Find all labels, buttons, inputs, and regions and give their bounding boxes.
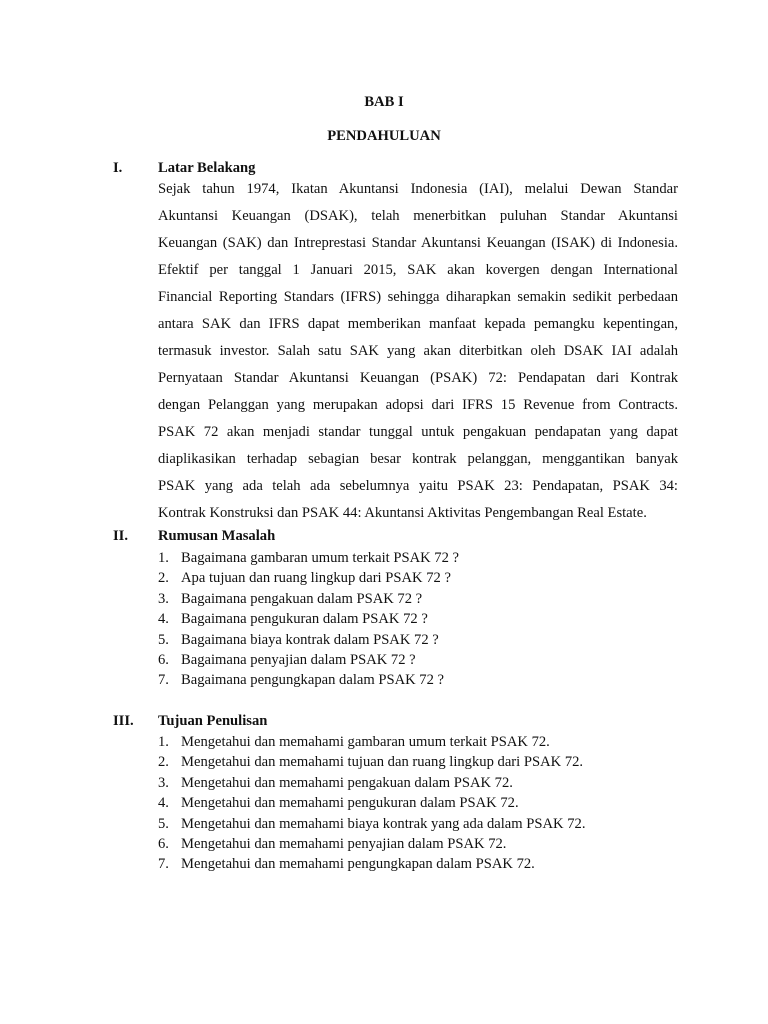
list-number: 4.: [158, 795, 169, 812]
list-item: [158, 834, 585, 854]
list-number: 6.: [158, 651, 169, 668]
list-item: [158, 609, 459, 629]
paragraph-line: Akuntansi Keuangan (DSAK), telah menerbitkan puluhan Standar Akuntansi: [158, 208, 678, 224]
list-number: 3.: [158, 590, 169, 607]
list-item: [158, 752, 585, 772]
chapter-title: PENDAHULUAN: [327, 128, 441, 144]
list-number: 1.: [158, 550, 169, 566]
paragraph-line: Kontrak Konstruksi dan PSAK 44: Akuntansi Aktivitas Pengembangan Real Estate.: [158, 505, 647, 521]
paragraph-line: diaplikasikan terhadap sebagian besar kontrak pelanggan, menggantikan banyak: [158, 451, 678, 467]
list-text: Bagaimana pengungkapan dalam PSAK 72 ?: [181, 672, 445, 689]
list-number: 5.: [158, 631, 169, 648]
list-number: 2.: [158, 570, 169, 587]
list-text: Mengetahui dan memahami pengakuan dalam PSAK 72.: [181, 774, 513, 791]
section-1-heading: Latar Belakang: [158, 160, 256, 176]
objective-list: [158, 732, 585, 875]
list-item: [158, 630, 459, 650]
list-number: 4.: [158, 611, 169, 628]
list-number: 5.: [158, 815, 169, 832]
paragraph-line: Keuangan (SAK) dan Intreprestasi Standar Akuntansi Keuangan (ISAK) di Indonesia.: [158, 235, 678, 251]
section-1-number: I.: [113, 160, 123, 176]
list-text: Mengetahui dan memahami tujuan dan ruang lingkup dari PSAK 72.: [181, 754, 584, 771]
list-text: Apa tujuan dan ruang lingkup dari PSAK 72 ?: [181, 570, 451, 587]
list-text: Mengetahui dan memahami gambaran umum terkait PSAK 72.: [181, 734, 550, 750]
paragraph-line: Efektif per tanggal 1 Januari 2015, SAK akan kovergen dengan International: [158, 262, 678, 278]
list-text: Bagaimana biaya kontrak dalam PSAK 72 ?: [181, 631, 439, 648]
paragraph-line: PSAK yang ada telah ada sebelumnya yaitu PSAK 23: Pendapatan, PSAK 34:: [158, 478, 678, 494]
list-item: [158, 814, 585, 834]
section-3-heading: Tujuan Penulisan: [158, 713, 268, 729]
list-number: 3.: [158, 774, 169, 791]
list-number: 6.: [158, 835, 169, 852]
paragraph-line: PSAK 72 akan menjadi standar tunggal untuk pengakuan pendapatan yang dapat: [158, 424, 678, 440]
list-item: [158, 548, 459, 568]
list-number: 7.: [158, 856, 169, 873]
list-item: [158, 568, 459, 588]
list-text: Mengetahui dan memahami pengungkapan dalam PSAK 72.: [181, 856, 535, 873]
section-3-number: III.: [113, 713, 134, 729]
list-number: 1.: [158, 734, 169, 750]
list-text: Mengetahui dan memahami penyajian dalam PSAK 72.: [181, 835, 507, 852]
list-number: 7.: [158, 672, 169, 689]
list-text: Bagaimana penyajian dalam PSAK 72 ?: [181, 651, 416, 668]
list-item: [158, 793, 585, 813]
problem-list: [158, 548, 459, 691]
list-text: Mengetahui dan memahami pengukuran dalam PSAK 72.: [181, 795, 519, 812]
chapter-label: BAB I: [364, 94, 404, 110]
list-text: Bagaimana pengukuran dalam PSAK 72 ?: [181, 611, 428, 628]
section-2-number: II.: [113, 528, 129, 544]
list-item: [158, 854, 585, 874]
list-text: Mengetahui dan memahami biaya kontrak yang ada dalam PSAK 72.: [181, 815, 586, 832]
list-item: [158, 650, 459, 670]
paragraph-line: dengan Pelanggan yang merupakan adopsi dari IFRS 15 Revenue from Contracts.: [158, 397, 678, 413]
list-item: [158, 670, 459, 690]
list-item: [158, 732, 585, 752]
paragraph-line: Pernyataan Standar Akuntansi Keuangan (PSAK) 72: Pendapatan dari Kontrak: [158, 370, 678, 386]
paragraph-line: Financial Reporting Standars (IFRS) sehingga diharapkan semakin sedikit perbedaan: [158, 289, 678, 305]
list-text: Bagaimana gambaran umum terkait PSAK 72 ?: [181, 550, 460, 566]
list-item: [158, 589, 459, 609]
paragraph-line: Sejak tahun 1974, Ikatan Akuntansi Indonesia (IAI), melalui Dewan Standar: [158, 181, 678, 197]
paragraph-line: termasuk investor. Salah satu SAK yang akan diterbitkan oleh DSAK IAI adalah: [158, 343, 678, 359]
section-2-heading: Rumusan Masalah: [158, 528, 276, 544]
list-text: Bagaimana pengakuan dalam PSAK 72 ?: [181, 590, 423, 607]
list-item: [158, 773, 585, 793]
section-1-paragraph: [158, 176, 678, 527]
list-number: 2.: [158, 754, 169, 771]
paragraph-line: antara SAK dan IFRS dapat memberikan manfaat kepada pemangku kepentingan,: [158, 316, 678, 332]
